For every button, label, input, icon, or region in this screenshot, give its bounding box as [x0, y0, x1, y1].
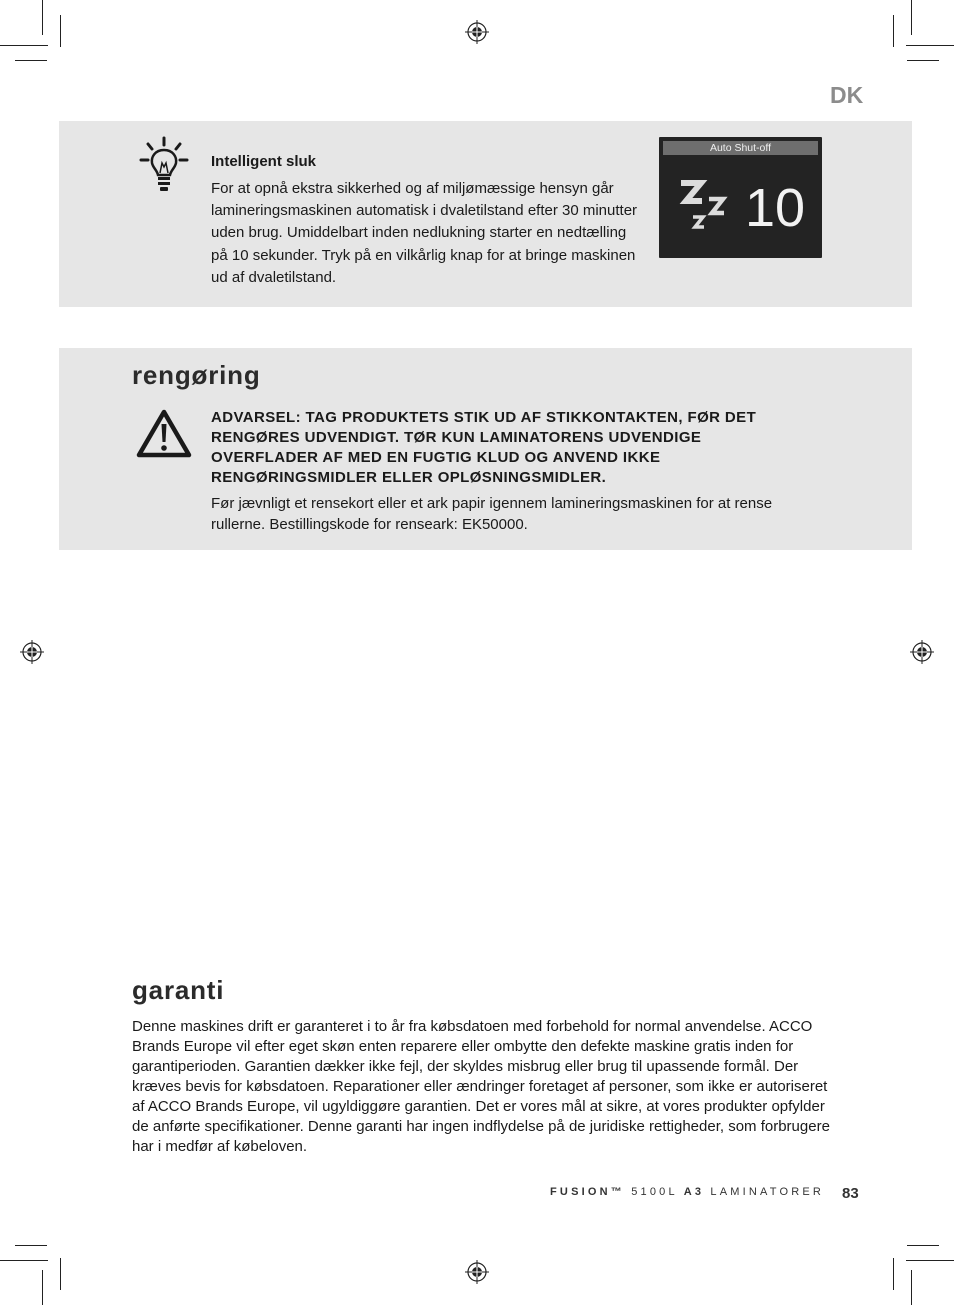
warranty-heading: garanti	[132, 975, 225, 1005]
auto-shutoff-display	[659, 137, 822, 258]
registration-mark-icon	[20, 640, 44, 664]
footer-product-name: LAMINATORER	[710, 1186, 825, 1198]
warning-triangle-icon	[135, 408, 193, 460]
footer-size: A3	[683, 1186, 705, 1198]
cleaning-heading: rengøring	[132, 360, 261, 390]
tip-title: Intelligent sluk	[211, 153, 317, 170]
cleaning-body: Før jævnligt et rensekort eller et ark papir igennem lamineringsmaskinen for at rense rullerne. Bestillingskode for renseark: EK50000.	[211, 495, 773, 533]
registration-mark-icon	[465, 1260, 489, 1284]
warranty-body: Denne maskines drift er garanteret i to år fra købsdatoen med forbehold for normal anvendelse. ACCO Brands Europe vil efter eget skøn enten reparere eller ombytte den defekte maskine gratis inden for garantiperioden. Garantien dækker ikke fejl, der skyldes misbrug eller brug til upassende formål. Der kræves bevis for købsdatoen. Reparationer eller ændringer foretaget af personer, som ikke er autoriseret af ACCO Brands Europe, vil ugyldiggøre garantien. Det er vores mål at sikre, at vores produkter opfylder de anførte specifikationer. Denne garanti har ingen indflydelse på de juridiske rettigheder, som forbrugere har i medfør af købeloven.	[132, 1018, 830, 1155]
display-bar-label: Auto Shut-off	[663, 141, 818, 155]
tip-body: For at opnå ekstra sikkerhed og af miljømæssige hensyn går lamineringsmaskinen automatisk i dvaletilstand efter 30 minutter uden brug. Umiddelbart inden nedlukning starter en nedtælling på 10 sekunder. Tryk på en vilkårlig knap for at bringe maskinen ud af dvaletilstand.	[211, 180, 638, 286]
footer-brand: FUSION™	[550, 1186, 625, 1198]
footer-model: 5100L	[631, 1186, 678, 1198]
sleep-zzz-icon	[677, 179, 737, 235]
cleaning-warning: ADVARSEL: TAG PRODUKTETS STIK UD AF STIKKONTAKTEN, FØR DET RENGØRES UDVENDIGT. TØR KUN LAMINATORENS UDVENDIGE OVERFLADER AF MED EN FUGTIG KLUD OG ANVEND IKKE RENGØRINGSMIDLER ELLER OPLØSNINGSMIDLER.	[211, 409, 757, 486]
registration-mark-icon	[465, 20, 489, 44]
countdown-value: 10	[745, 178, 806, 238]
page-number: 83	[842, 1185, 859, 1202]
footer-product	[550, 1186, 824, 1198]
lightbulb-icon	[138, 135, 190, 195]
registration-mark-icon	[910, 640, 934, 664]
language-code: DK	[830, 82, 864, 108]
